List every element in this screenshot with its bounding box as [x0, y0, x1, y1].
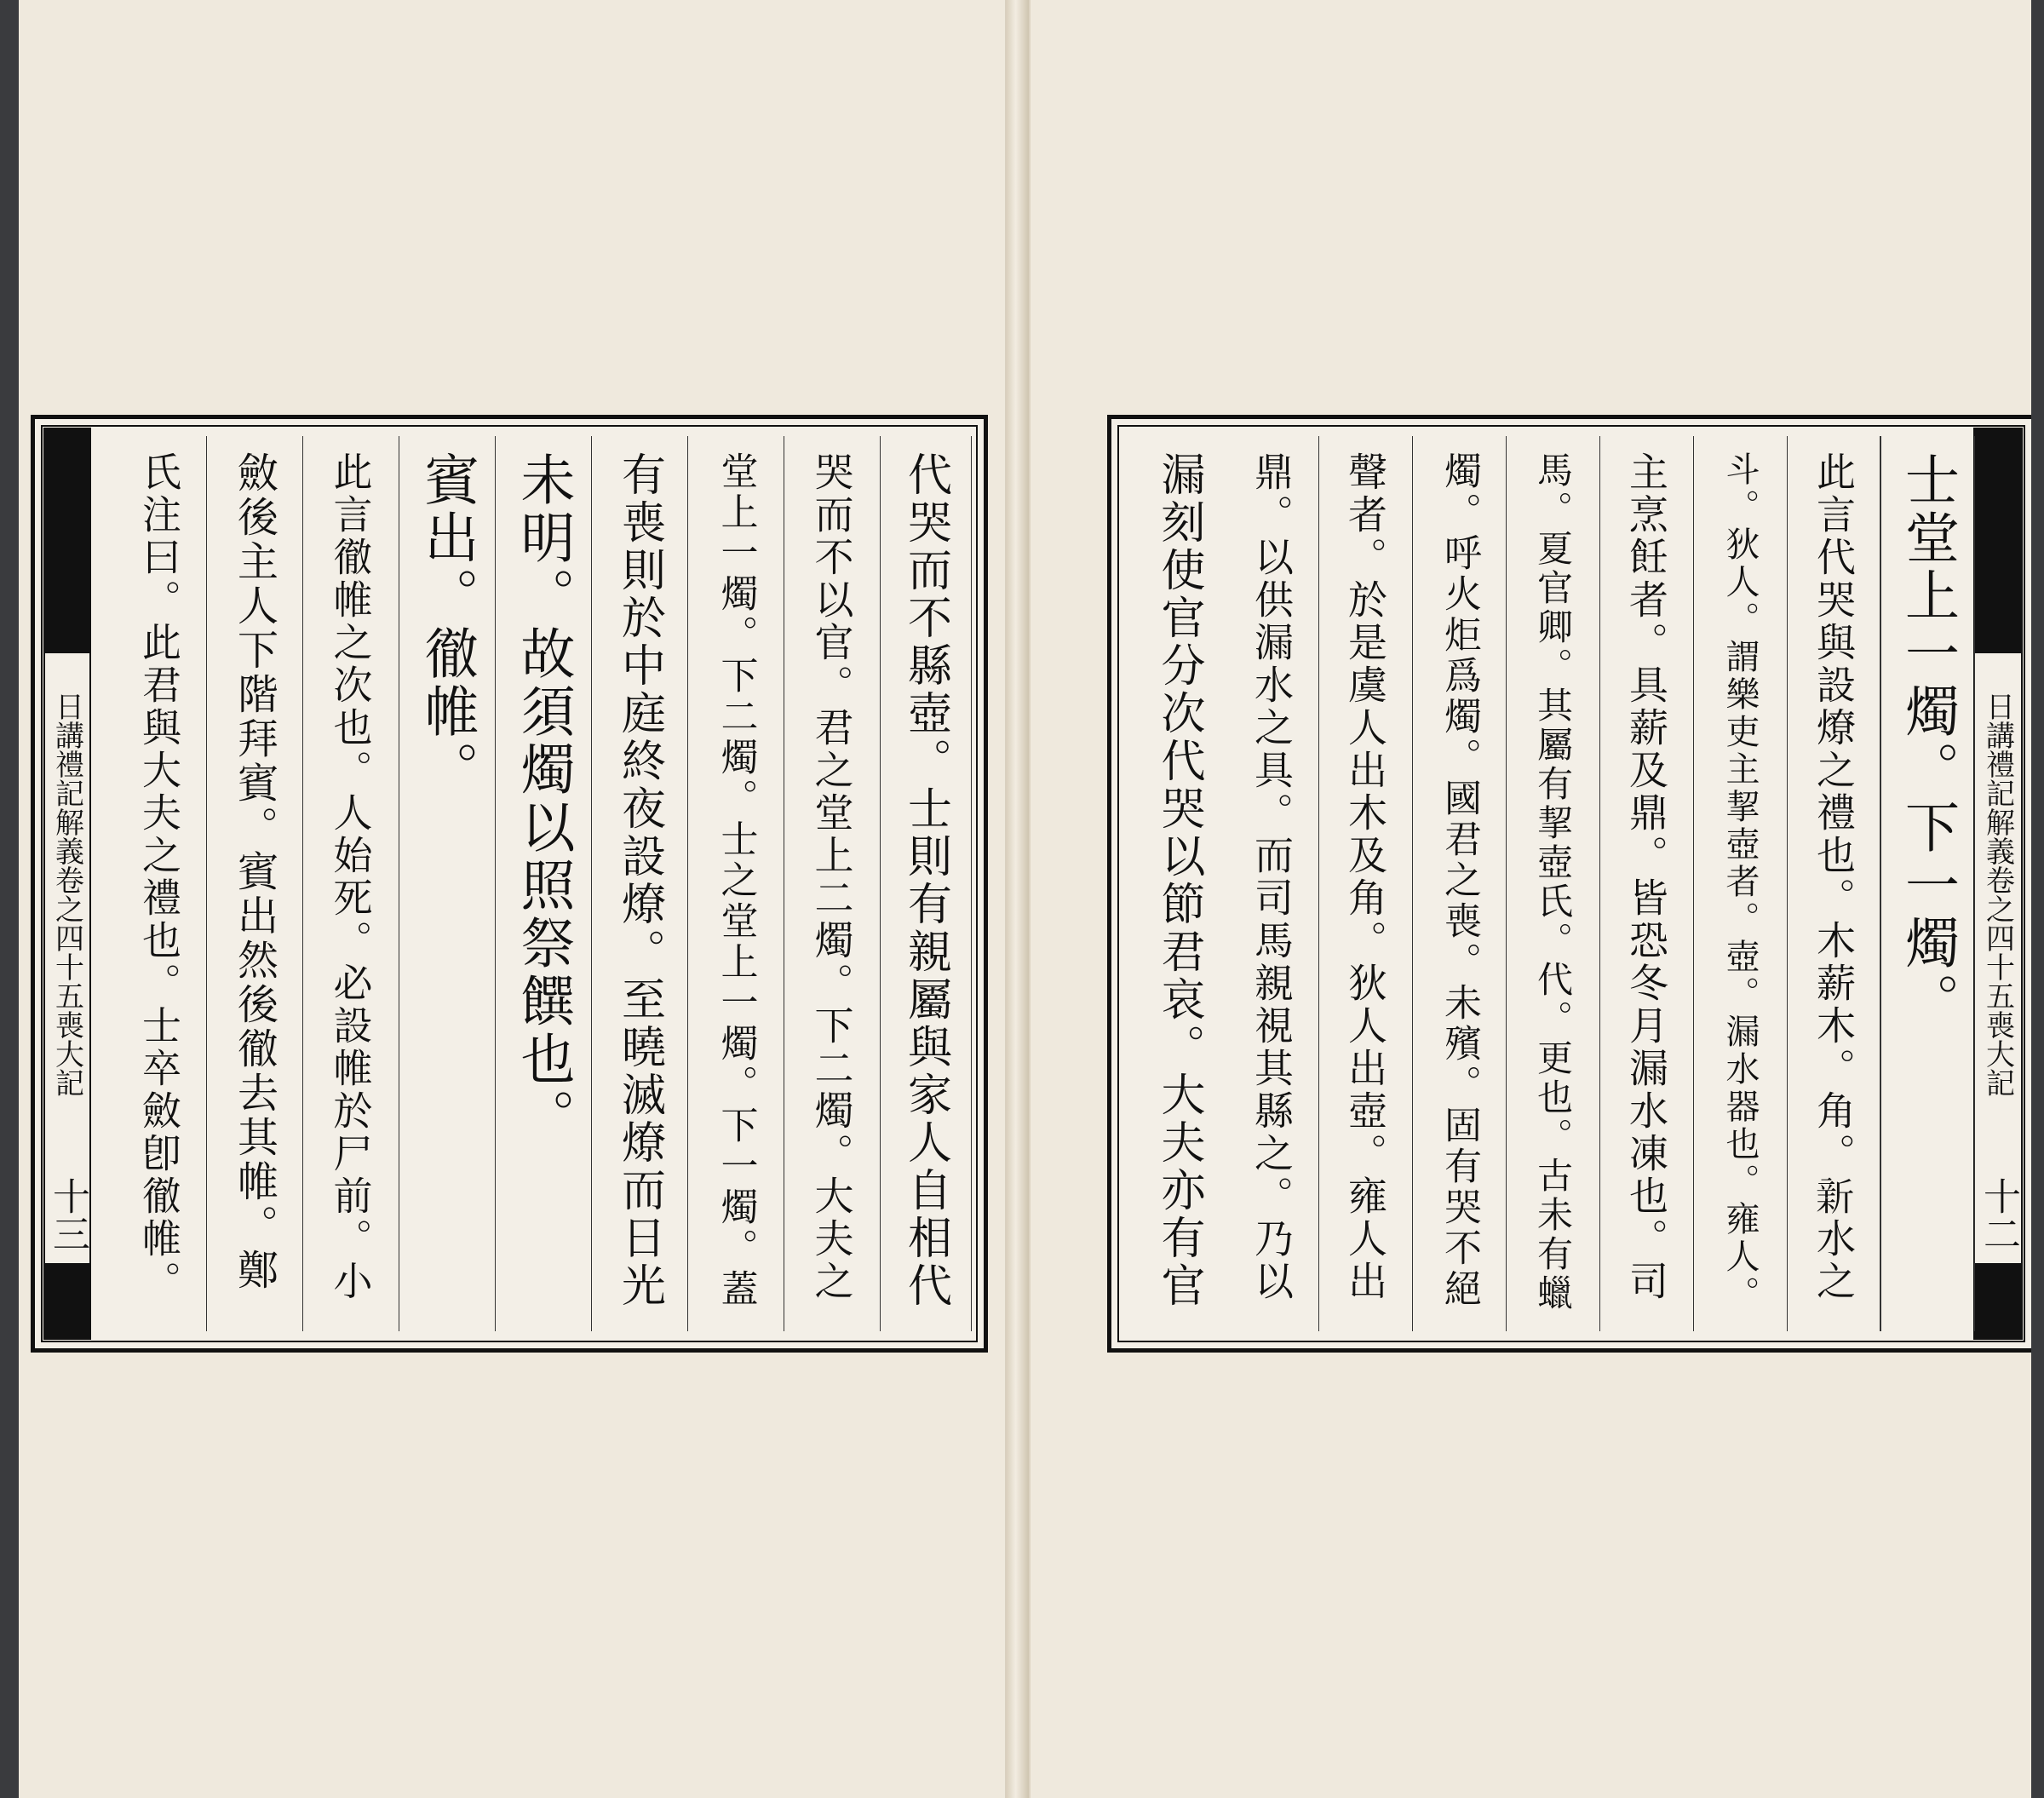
text-column: [1225, 436, 1319, 1331]
text-column: [1412, 436, 1507, 1331]
column-text: 氏注曰。此君與大夫之禮也。士卒斂卽徹帷。: [136, 451, 182, 1303]
column-text: 漏刻使官分次代哭以節君哀。大夫亦有官: [1153, 451, 1204, 1310]
text-column: [784, 436, 881, 1331]
text-column: [112, 436, 207, 1331]
text-column: [1880, 436, 1975, 1331]
column-text: 哭而不以官。君之堂上二燭。下二燭。大夫之: [808, 451, 855, 1303]
column-text: 馬。夏官卿。其屬有挈壺氏。代。更也。古未有蠟: [1532, 451, 1574, 1313]
column-text: 堂上一燭。下二燭。士之堂上一燭。下一燭。蓋: [714, 451, 758, 1310]
scan-edge-right: [2030, 0, 2044, 1798]
text-column: [1506, 436, 1600, 1331]
text-column: [591, 436, 688, 1331]
book-gutter: [1005, 0, 1029, 1798]
column-text: 鼎。以供漏水之具。而司馬親視其縣之。乃以: [1249, 451, 1295, 1303]
column-text: 有喪則於中庭終夜設燎。至曉滅燎而日光: [613, 451, 665, 1310]
column-text: 賓出。徹帷。: [415, 451, 479, 799]
left-center-label: 日講禮記解義卷之四十五喪大記: [49, 692, 84, 1097]
fish-tail-bottom: [1975, 1263, 2021, 1340]
column-text: 代哭而不縣壺。士則有親屬與家人自相代: [899, 451, 951, 1310]
text-column: [495, 436, 592, 1331]
fish-tail-bottom: [45, 1263, 89, 1340]
column-text: 主烹飪者。具薪及鼎。皆恐冬月漏水凍也。司: [1623, 451, 1669, 1303]
text-column: [687, 436, 784, 1331]
column-text: 燭。呼火炬爲燭。國君之喪。未殯。固有哭不絕: [1438, 451, 1481, 1310]
left-page: [19, 0, 1007, 1798]
column-text: 斂後主人下階拜賓。賓出然後徹去其帷。鄭: [230, 451, 278, 1293]
column-text: 士堂上一燭。下一燭。: [1896, 451, 1959, 1031]
right-page: [1029, 0, 2031, 1798]
left-folio: 十三: [46, 1177, 89, 1252]
column-text: 未明。故須燭以照祭饌也。: [511, 451, 575, 1146]
text-column: [302, 436, 399, 1331]
text-column: [880, 436, 972, 1331]
text-column: [1318, 436, 1413, 1331]
text-column: [206, 436, 303, 1331]
text-column: [399, 436, 496, 1331]
right-center-band: [1973, 428, 2023, 1340]
column-text: 斗。狄人。謂樂吏主挈壺者。壺。漏水器也。雍人。: [1720, 451, 1760, 1313]
text-column: [1693, 436, 1788, 1331]
right-folio: 十二: [1977, 1177, 2020, 1252]
text-column: [1132, 436, 1226, 1331]
left-text-frame: [31, 415, 988, 1353]
right-center-label: 日講禮記解義卷之四十五喪大記: [1980, 692, 2015, 1097]
text-column: [1787, 436, 1881, 1331]
fish-tail-top: [45, 428, 89, 653]
scan-edge-left: [0, 0, 19, 1798]
column-text: 聲者。於是虞人出木及角。狄人出壺。雍人出: [1342, 451, 1388, 1303]
fish-tail-top: [1975, 428, 2021, 653]
right-text-frame: [1107, 415, 2031, 1353]
column-text: 此言代哭與設燎之禮也。木薪木。角。𣂺水之: [1811, 451, 1857, 1303]
left-center-band: [43, 428, 91, 1340]
column-text: 此言徹帷之次也。人始死。必設帷於尸前。小: [327, 451, 374, 1303]
text-column: [1599, 436, 1694, 1331]
